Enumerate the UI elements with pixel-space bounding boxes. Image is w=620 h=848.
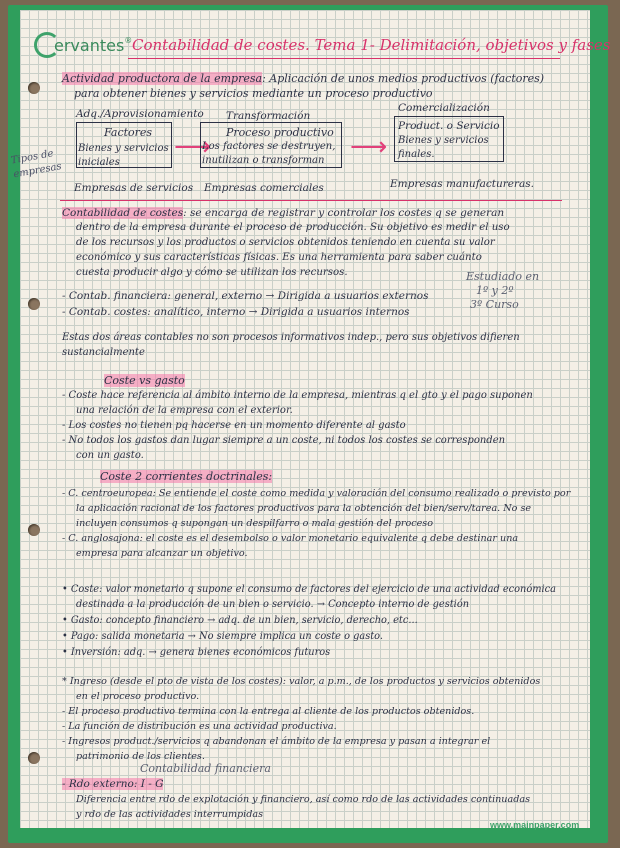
highlight-actividad: Actividad productora de la empresa: [62, 72, 263, 85]
section-rule: [60, 200, 562, 201]
section6-line: - La función de distribución es una actividad productiva.: [62, 721, 337, 732]
section3-line: - No todos los gastos dan lugar siempre a un coste, ni todos los costes se corresponden: [62, 435, 506, 446]
last-line1: Diferencia entre rdo de explotación y financiero, así como rdo de las actividades continuadas: [76, 794, 530, 805]
section2-line: económico y sus características físicas. Es una herramienta para saber cuánto: [76, 252, 482, 263]
section5-line: • Pago: salida monetaria → No siempre implica un coste o gasto.: [62, 631, 384, 642]
section2-line: cuesta producir algo y cómo se utilizan los recursos.: [76, 267, 348, 278]
box2-body: Los factores se destruyen, inutilizan o transforman: [202, 141, 336, 166]
page-title: Contabilidad de costes. Tema 1- Delimitación, objetivos y fases: [132, 36, 611, 54]
cervantes-logo: [34, 32, 132, 58]
section2-line: de los recursos y los productos o servicios obtenidos teniendo en cuenta su valor: [76, 237, 495, 248]
type-manufactureras: Empresas manufactureras.: [390, 178, 534, 190]
heading-coste-vs-gasto: Coste vs gasto: [104, 374, 185, 387]
punch-hole: [28, 298, 40, 310]
phase-label-aprov: Adq./Aprovisionamiento: [76, 108, 204, 120]
section1-line1: [62, 72, 544, 85]
contab-costes-line: - Contab. costes: analítico, interno → Dirigida a usuarios internos: [62, 306, 410, 318]
section3-line: - Los costes no tienen pq hacerse en un momento diferente al gasto: [62, 420, 406, 431]
section6-line: * Ingreso (desde el pto de vista de los costes): valor, a p.m., de los productos y servicios obtenidos: [62, 676, 541, 687]
section4-line: incluyen consumos q supongan un despilfarro o mala gestión del proceso: [76, 518, 433, 529]
section1-line1-rest: : Aplicación de unos medios productivos (factores): [262, 72, 545, 85]
section2-line1: [62, 207, 504, 219]
section5-line: • Gasto: concepto financiero → adq. de un bien, servicio, derecho, etc...: [62, 615, 418, 626]
type-comerciales: Empresas comerciales: [204, 182, 324, 194]
section3-line: con un gasto.: [76, 450, 144, 461]
footer-url: www.mainpaper.com: [490, 820, 580, 830]
arrow-right-icon: ⟶: [174, 132, 212, 162]
section6-line: - El proceso productivo termina con la entrega al cliente de los productos obtenidos.: [62, 706, 475, 717]
estudiado-en: Estudiado en: [466, 270, 540, 283]
section4-line: - C. centroeuropea: Se entiende el coste como medida y valoración del consumo realizado o previsto por: [62, 488, 571, 499]
contab-financiera-line: - Contab. financiera: general, externo → Dirigida a usuarios externos: [62, 290, 429, 302]
section2-line: dentro de la empresa durante el proceso de producción. Su objetivo es medir el uso: [76, 222, 510, 233]
estudiado-years1: 1º y 2º: [476, 284, 514, 297]
punch-hole: [28, 524, 40, 536]
section6-line: patrimonio de los clientes.: [76, 751, 205, 762]
note-line1: Estas dos áreas contables no son procesos informativos indep., pero sus objetivos difieren: [62, 332, 520, 343]
logo-registered: ®: [124, 36, 133, 46]
estudiado-years2: 3º Curso: [470, 298, 519, 311]
note-line2: sustancialmente: [62, 347, 145, 358]
punch-hole: [28, 82, 40, 94]
section5-line: • Inversión: adq. → genera bienes económicos futuros: [62, 647, 331, 658]
phase-label-comerc: Comercialización: [398, 102, 490, 114]
contab-financiera-note: Contabilidad financiera: [140, 762, 271, 775]
section5-line: destinada a la producción de un bien o servicio. → Concepto interno de gestión: [76, 599, 470, 610]
section5-line: • Coste: valor monetario q supone el consumo de factores del ejercicio de una actividad económica: [62, 584, 557, 595]
phase-label-transf: Transformación: [226, 110, 311, 122]
box1-body: Bienes y servicios iniciales: [78, 143, 169, 168]
rdo-externo: - Rdo externo: I - G: [62, 778, 164, 790]
section6-line: - Ingresos product./servicios q abandonan el ámbito de la empresa y pasan a integrar el: [62, 736, 491, 747]
punch-hole: [28, 752, 40, 764]
section4-line: empresa para alcanzar un objetivo.: [76, 548, 248, 559]
section6-line: en el proceso productivo.: [76, 691, 200, 702]
section1-line2: para obtener bienes y servicios mediante un proceso productivo: [74, 87, 433, 100]
section3-line: - Coste hace referencia al ámbito interno de la empresa, mientras q el gto y el pago suponen: [62, 390, 533, 401]
box3-body: Bienes y servicios finales.: [398, 135, 489, 160]
type-servicios: Empresas de servicios: [74, 182, 194, 194]
highlight-contab-costes: Contabilidad de costes: [62, 207, 184, 219]
section3-line: una relación de la empresa con el exterior.: [76, 405, 293, 416]
box1-title: Factores: [104, 126, 153, 139]
tipos-empresas-label: Tipos de empresas: [10, 148, 63, 181]
section4-line: la aplicación racional de los factores productivos para la obtención del bien/serv/tarea. No se: [76, 503, 532, 514]
section4-line: - C. anglosajona: el coste es el desembolso o valor monetario equivalente q debe destinar una: [62, 533, 519, 544]
arrow-right-icon: ⟶: [350, 132, 388, 162]
box3-title: Product. o Servicio: [398, 120, 500, 132]
logo-text: ervantes: [54, 35, 125, 55]
section2-line1-rest: : se encarga de registrar y controlar los costes q se generan: [183, 207, 505, 219]
box2-title: Proceso productivo: [226, 126, 334, 139]
heading-corrientes: Coste 2 corrientes doctrinales:: [100, 470, 273, 483]
last-line2: y rdo de las actividades interrumpidas: [76, 809, 264, 820]
